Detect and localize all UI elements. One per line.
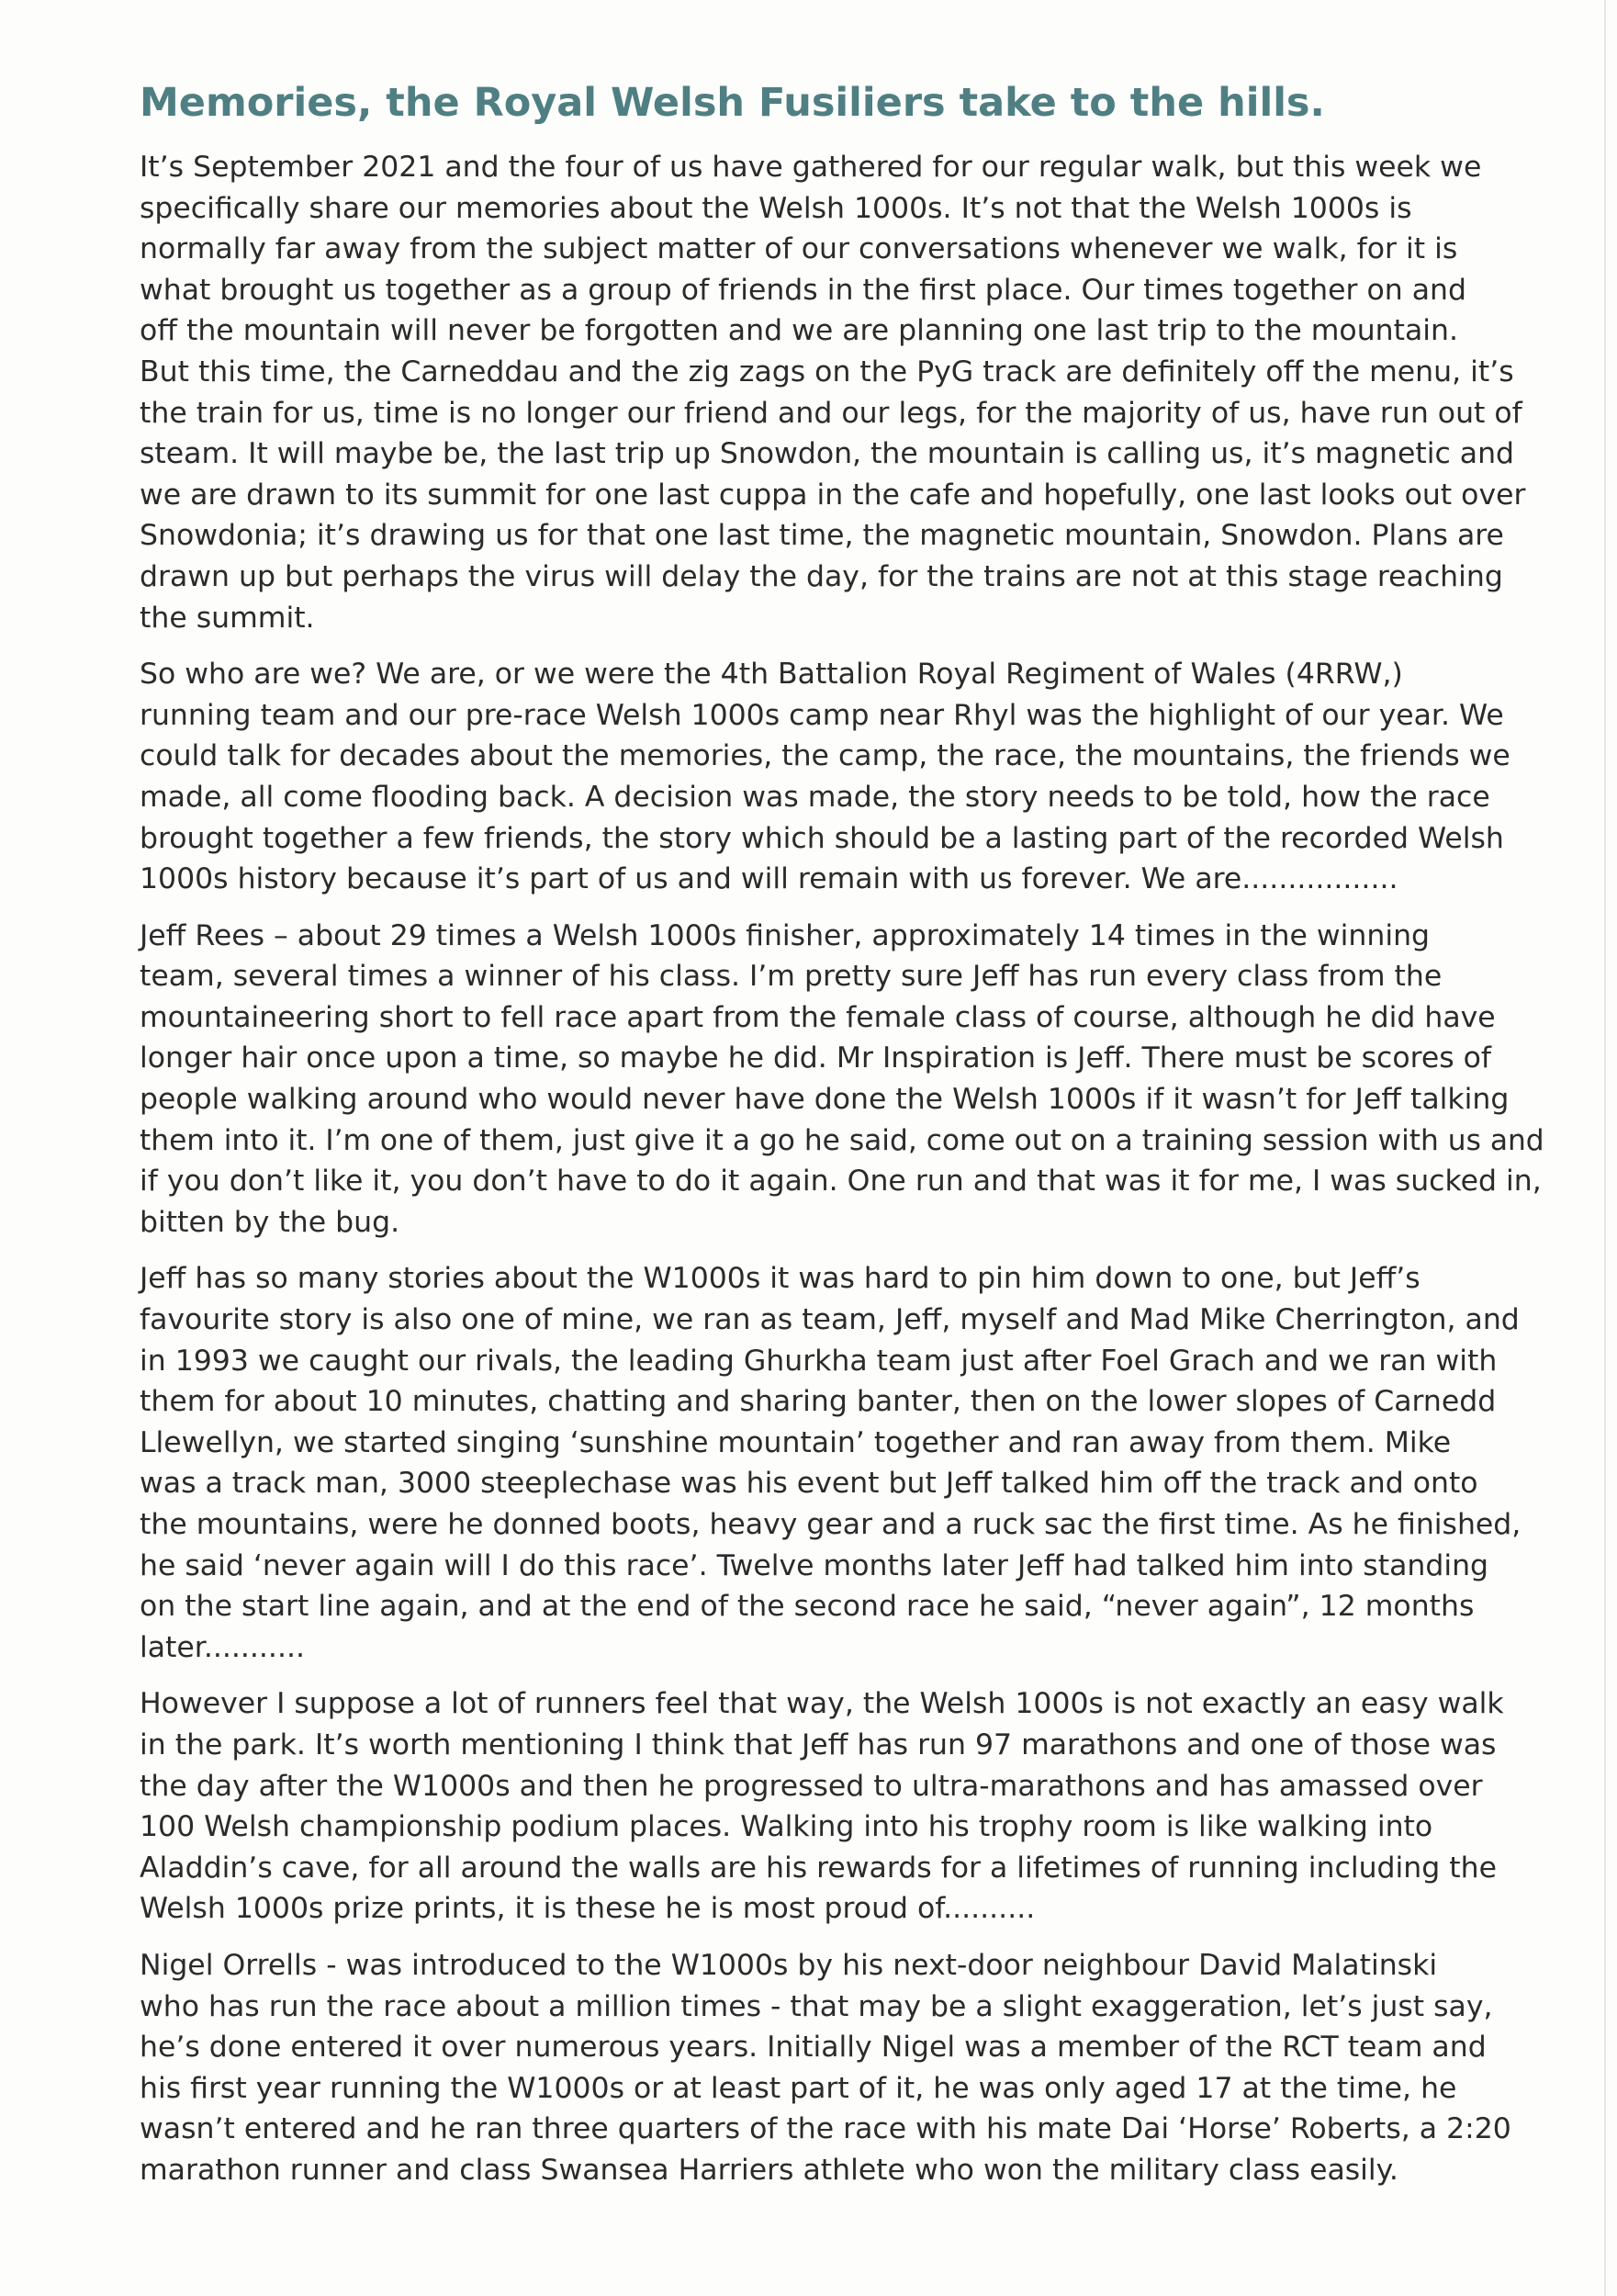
paragraph-jeff-stories <box>140 1258 1535 1668</box>
text-line: running team and our pre-race Welsh 1000s camp near Rhyl was the highlight of our year. We <box>140 698 1504 732</box>
text-line: bitten by the bug. <box>140 1205 400 1239</box>
text-line: mountaineering short to fell race apart from the female class of course, although he did have <box>140 1000 1496 1034</box>
paragraph-intro <box>140 147 1535 638</box>
paragraph-jeff-rees <box>140 916 1544 1244</box>
text-line: later........... <box>140 1630 305 1664</box>
text-line: them for about 10 minutes, chatting and sharing banter, then on the lower slopes of Carnedd <box>140 1385 1497 1419</box>
text-line: wasn’t entered and he ran three quarters of the race with his mate Dai ‘Horse’ Roberts, a 2:20 <box>140 2112 1511 2146</box>
text-line: Jeff Rees – about 29 times a Welsh 1000s finisher, approximately 14 times in the winning <box>140 918 1431 952</box>
text-line: Nigel Orrells - was introduced to the W1000s by his next-door neighbour David Malatinski <box>140 1948 1438 1982</box>
text-line: off the mountain will never be forgotten and we are planning one last trip to the mountain. <box>140 314 1459 348</box>
text-line: who has run the race about a million times - that may be a slight exaggeration, let’s just say, <box>140 1989 1493 2023</box>
text-line: was a track man, 3000 steeplechase was his event but Jeff talked him off the track and onto <box>140 1467 1478 1501</box>
text-line: in 1993 we caught our rivals, the leading Ghurkha team just after Foel Grach and we ran with <box>140 1344 1498 1378</box>
text-line: Aladdin’s cave, for all around the walls are his rewards for a lifetimes of running including the <box>140 1851 1497 1885</box>
text-line: could talk for decades about the memories, the camp, the race, the mountains, the friends we <box>140 739 1510 773</box>
text-line: It’s September 2021 and the four of us have gathered for our regular walk, but this week we <box>140 151 1482 184</box>
text-line: he said ‘never again will I do this race’. Twelve months later Jeff had talked him into standing <box>140 1548 1489 1582</box>
text-line: So who are we? We are, or we were the 4th Battalion Royal Regiment of Wales (4RRW,) <box>140 658 1403 692</box>
text-line: the train for us, time is no longer our friend and our legs, for the majority of us, have run out of <box>140 396 1522 430</box>
text-line: specifically share our memories about the Welsh 1000s. It’s not that the Welsh 1000s is <box>140 191 1412 225</box>
text-line: drawn up but perhaps the virus will delay the day, for the trains are not at this stage reaching <box>140 559 1503 593</box>
text-line: Llewellyn, we started singing ‘sunshine mountain’ together and ran away from them. Mike <box>140 1425 1452 1459</box>
text-line: we are drawn to its summit for one last cuppa in the cafe and hopefully, one last looks out over <box>140 478 1526 512</box>
text-line: But this time, the Carneddau and the zig zags on the PyG track are definitely off the menu, it’s <box>140 355 1514 388</box>
text-line: what brought us together as a group of friends in the first place. Our times together on and <box>140 273 1466 307</box>
text-line: marathon runner and class Swansea Harriers athlete who won the military class easily. <box>140 2153 1398 2187</box>
text-line: team, several times a winner of his class. I’m pretty sure Jeff has run every class from the <box>140 960 1443 994</box>
article <box>140 77 1544 2207</box>
text-line: Welsh 1000s prize prints, it is these he is most proud of.......... <box>140 1892 1036 1926</box>
text-line: 100 Welsh championship podium places. Walking into his trophy room is like walking into <box>140 1810 1433 1844</box>
text-line: if you don’t like it, you don’t have to do it again. One run and that was it for me, I was sucked in, <box>140 1165 1542 1199</box>
text-line: longer hair once upon a time, so maybe he did. Mr Inspiration is Jeff. There must be scores of <box>140 1041 1492 1075</box>
text-line: Jeff has so many stories about the W1000s it was hard to pin him down to one, but Jeff’s <box>140 1262 1420 1296</box>
text-line: 1000s history because it’s part of us and will remain with us forever. We are................. <box>140 862 1398 896</box>
text-line: brought together a few friends, the story which should be a lasting part of the recorded Welsh <box>140 821 1504 855</box>
text-line: in the park. It’s worth mentioning I think that Jeff has run 97 marathons and one of those was <box>140 1728 1497 1761</box>
text-line: favourite story is also one of mine, we ran as team, Jeff, myself and Mad Mike Cherrington, and <box>140 1303 1520 1337</box>
page-edge-shadow <box>1604 0 1606 2296</box>
text-line: his first year running the W1000s or at least part of it, he was only aged 17 at the time, he <box>140 2071 1457 2105</box>
text-line: steam. It will maybe be, the last trip up Snowdon, the mountain is calling us, it’s magnetic and <box>140 437 1515 471</box>
paragraph-who-are-we <box>140 654 1535 900</box>
text-line: the day after the W1000s and then he progressed to ultra-marathons and has amassed over <box>140 1769 1483 1803</box>
text-line: Snowdonia; it’s drawing us for that one last time, the magnetic mountain, Snowdon. Plans are <box>140 519 1504 553</box>
text-line: people walking around who would never have done the Welsh 1000s if it wasn’t for Jeff talking <box>140 1083 1510 1117</box>
text-line: the summit. <box>140 601 315 635</box>
paragraph-nigel-orrells <box>140 1945 1535 2191</box>
text-line: he’s done entered it over numerous years. Initially Nigel was a member of the RCT team and <box>140 2031 1487 2065</box>
text-line: the mountains, were he donned boots, heavy gear and a ruck sac the first time. As he finished, <box>140 1508 1522 1541</box>
text-line: normally far away from the subject matter of our conversations whenever we walk, for it is <box>140 232 1458 266</box>
text-line: made, all come flooding back. A decision was made, the story needs to be told, how the race <box>140 780 1490 814</box>
article-title: Memories, the Royal Welsh Fusiliers take to the hills. <box>140 80 1325 126</box>
paragraph-marathons <box>140 1683 1535 1930</box>
text-line: them into it. I’m one of them, just give it a go he said, come out on a training session with us and <box>140 1123 1544 1157</box>
text-line: However I suppose a lot of runners feel that way, the Welsh 1000s is not exactly an easy walk <box>140 1687 1504 1721</box>
text-line: on the start line again, and at the end of the second race he said, “never again”, 12 months <box>140 1590 1475 1624</box>
